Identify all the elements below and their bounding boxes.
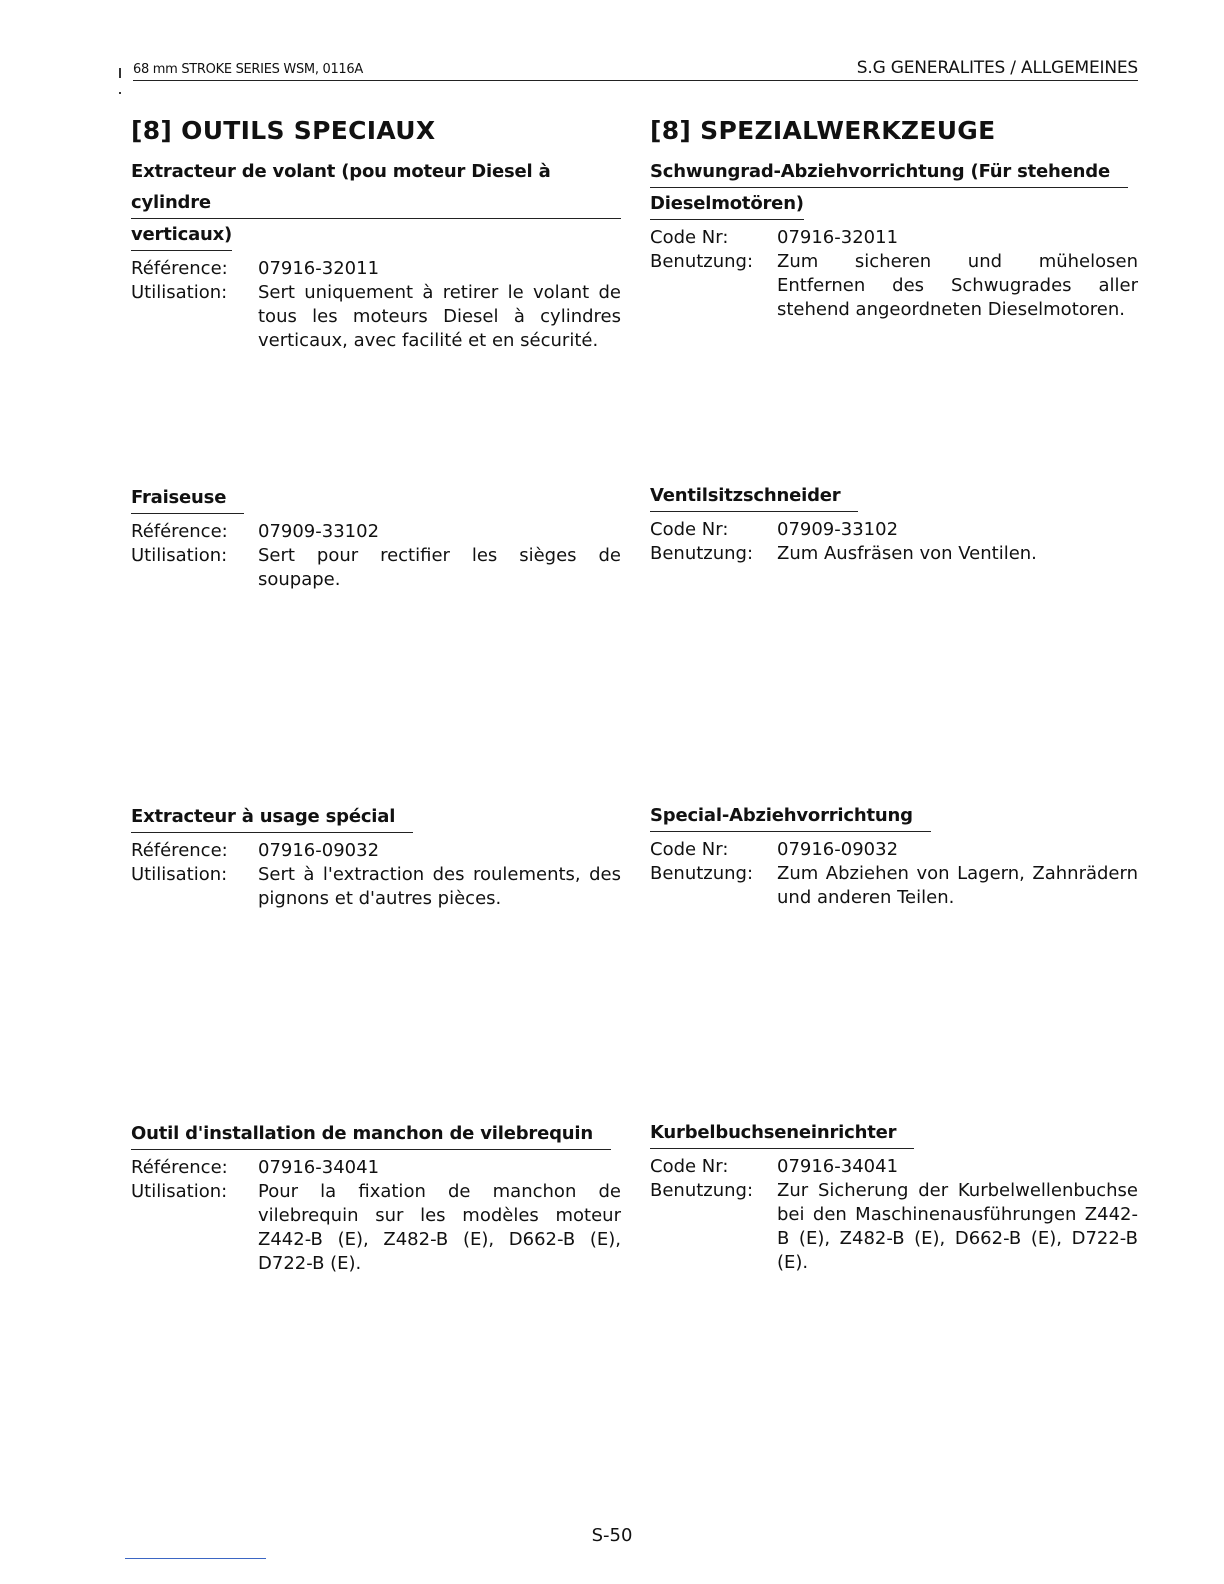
page-number: S-50 [591,1525,633,1546]
reference-value: 07916-09032 [258,840,380,861]
usage-label: Utilisation: [131,1181,228,1202]
tool-name: Extracteur de volant (pou moteur Diesel à cylindre [131,156,621,219]
tool-name: Kurbelbuchseneinrichter [650,1117,914,1149]
reference-label: Référence: [131,840,228,861]
section-title-german: [8] SPEZIALWERKZEUGE [650,116,996,145]
margin-mark [119,92,121,94]
usage-value: Zur Sicherung der Kurbelwellenbuchse bei den Maschinenausführungen Z442-B (E), Z482-B (E), D662-B (E), D722-B (E). [777,1180,1138,1273]
code-row [650,518,1138,542]
tool-entry-flywheel-puller-fr [131,156,621,353]
code-label: Code Nr: [650,519,729,540]
reference-row [131,1156,621,1180]
usage-row [650,250,1138,322]
reference-label: Référence: [131,521,228,542]
usage-label: Benutzung: [650,863,754,884]
reference-value: 07916-32011 [258,258,380,279]
usage-label: Utilisation: [131,282,228,303]
tool-entry-crank-sleeve-fr [131,1118,621,1276]
reference-row [131,257,621,281]
usage-row [131,1180,621,1276]
code-label: Code Nr: [650,227,729,248]
footer-rule [125,1558,266,1559]
tool-name-continued: Dieselmotören) [650,188,804,220]
tool-name: Extracteur à usage spécial [131,801,413,833]
code-value: 07909-33102 [777,519,899,540]
usage-value: Zum sicheren und mühelosen Entfernen des Schwugrades aller stehend angeordneten Dieselmotoren. [777,251,1138,320]
header-series-label: 68 mm STROKE SERIES WSM, 0116A [133,62,363,77]
margin-mark [119,68,121,78]
tool-entry-special-puller-fr [131,801,621,911]
tool-entry-crank-sleeve-de [650,1117,1138,1275]
tool-name: Ventilsitzschneider [650,480,858,512]
header-chapter-label: S.G GENERALITES / ALLGEMEINES [856,58,1138,78]
tool-entry-valve-seat-cutter-de [650,480,1138,566]
tool-entry-flywheel-puller-de [650,156,1138,322]
section-title-french: [8] OUTILS SPECIAUX [131,116,436,145]
header-rule [133,80,1138,81]
code-value: 07916-32011 [777,227,899,248]
reference-row [131,520,621,544]
tool-name: Schwungrad-Abziehvorrichtung (Für stehende [650,156,1128,188]
tool-entry-special-puller-de [650,800,1138,910]
reference-value: 07909-33102 [258,521,380,542]
usage-value: Sert uniquement à retirer le volant de tous les moteurs Diesel à cylindres verticaux, avec facilité et en sécurité. [258,282,621,351]
german-column [650,116,1138,146]
usage-value: Zum Ausfräsen von Ventilen. [777,543,1037,564]
usage-row [650,542,1138,566]
code-row [650,226,1138,250]
code-row [650,838,1138,862]
reference-label: Référence: [131,1157,228,1178]
usage-row [131,544,621,592]
tool-name: Outil d'installation de manchon de vilebrequin [131,1118,611,1150]
usage-row [131,281,621,353]
usage-value: Sert pour rectifier les sièges de soupape. [258,545,621,590]
usage-label: Utilisation: [131,545,228,566]
code-row [650,1155,1138,1179]
code-label: Code Nr: [650,839,729,860]
reference-value: 07916-34041 [258,1157,380,1178]
reference-label: Référence: [131,258,228,279]
code-label: Code Nr: [650,1156,729,1177]
usage-label: Benutzung: [650,1180,754,1201]
usage-value: Zum Abziehen von Lagern, Zahnrädern und anderen Teilen. [777,863,1138,908]
usage-value: Pour la fixation de manchon de vilebrequin sur les modèles moteur Z442-B (E), Z482-B (E), D662-B (E), D722-B (E). [258,1181,621,1274]
usage-label: Benutzung: [650,543,754,564]
tool-name-continued: verticaux) [131,219,232,251]
usage-label: Benutzung: [650,251,754,272]
french-column [131,116,621,146]
usage-label: Utilisation: [131,864,228,885]
tool-entry-valve-seat-cutter-fr [131,482,621,592]
tool-name: Fraiseuse [131,482,244,514]
usage-row [650,1179,1138,1275]
usage-row [131,863,621,911]
usage-value: Sert à l'extraction des roulements, des pignons et d'autres pièces. [258,864,621,909]
code-value: 07916-09032 [777,839,899,860]
reference-row [131,839,621,863]
code-value: 07916-34041 [777,1156,899,1177]
tool-name: Special-Abziehvorrichtung [650,800,931,832]
usage-row [650,862,1138,910]
